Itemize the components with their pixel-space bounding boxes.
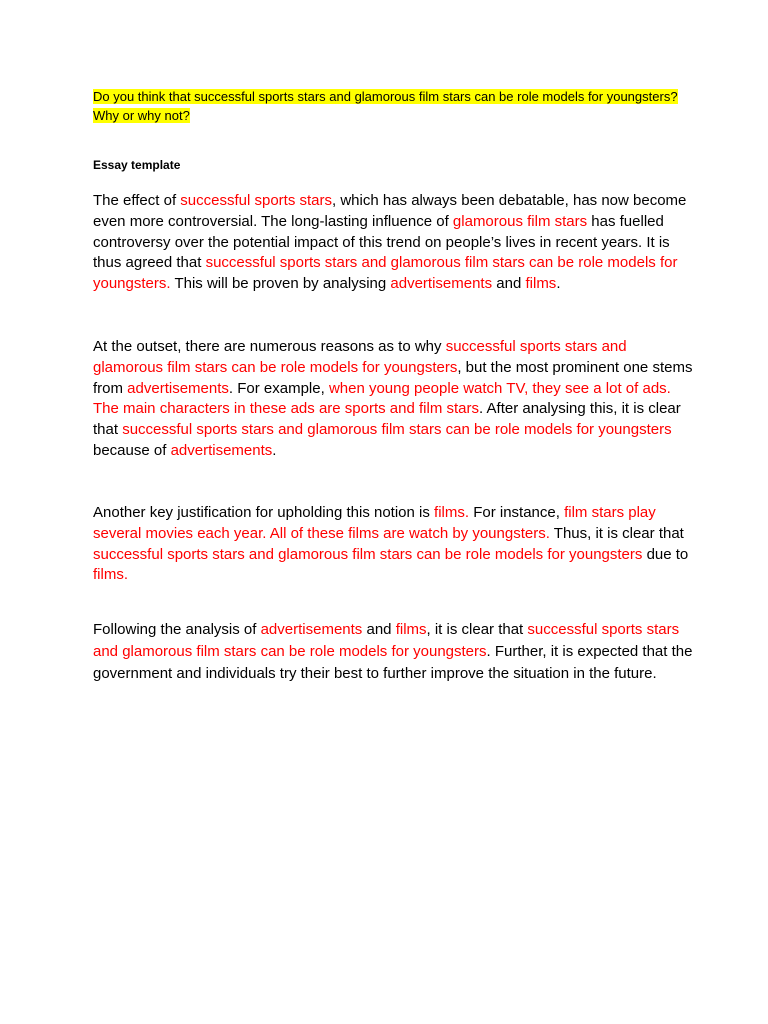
emphasized-text: successful sports stars and glamorous film stars can be role models for youngsters bbox=[93, 621, 680, 660]
body-text: The effect of bbox=[93, 192, 181, 209]
essay-question bbox=[93, 87, 693, 125]
emphasized-text: when young people watch TV, they see a lot of ads. The main characters in these ads are sports and film stars bbox=[93, 379, 671, 418]
body-text: For instance, bbox=[469, 504, 565, 521]
body-text: . For example, bbox=[228, 379, 329, 397]
body-text: due to bbox=[642, 545, 689, 563]
body-text: . After analysing this, it is clear that bbox=[93, 400, 681, 439]
paragraph-body-2 bbox=[93, 503, 693, 586]
body-text: This will be proven by analysing bbox=[170, 275, 391, 293]
body-text: and bbox=[492, 275, 526, 293]
body-text: has fuelled controversy over the potential impact of this trend on people’s lives in recent years. It is thus agreed that bbox=[93, 212, 670, 272]
paragraph-body-1 bbox=[93, 337, 693, 462]
paragraph-introduction bbox=[93, 191, 693, 295]
question-highlight: Do you think that successful sports stars and glamorous film stars can be role models for youngsters? Why or why not? bbox=[93, 89, 678, 123]
body-text: and bbox=[362, 621, 396, 638]
emphasized-text: advertisements bbox=[170, 441, 273, 459]
body-text: . Further, it is expected that the government and individuals try their best to further improve the situation in the future. bbox=[93, 643, 693, 682]
emphasized-text: film stars play several movies each year. All of these films are watch by youngsters. bbox=[93, 504, 656, 542]
emphasized-text: glamorous film stars bbox=[452, 212, 588, 230]
essay-template-label: Essay template bbox=[93, 158, 181, 172]
body-text: , it is clear that bbox=[426, 621, 528, 638]
body-text: because of bbox=[93, 441, 171, 459]
body-text: Thus, it is clear that bbox=[549, 524, 684, 542]
body-text: At the outset, there are numerous reasons as to why bbox=[93, 338, 446, 355]
emphasized-text: successful sports stars and glamorous film stars can be role models for youngsters. bbox=[93, 254, 678, 293]
emphasized-text: films bbox=[395, 621, 427, 638]
emphasized-text: films. bbox=[93, 566, 128, 584]
emphasized-text: successful sports stars bbox=[180, 192, 332, 209]
emphasized-text: advertisements bbox=[127, 379, 229, 397]
emphasized-text: successful sports stars and glamorous film stars can be role models for youngsters bbox=[93, 338, 627, 376]
emphasized-text: films. bbox=[434, 504, 470, 521]
body-text: Another key justification for upholding this notion is bbox=[93, 504, 435, 521]
body-text: . bbox=[556, 275, 561, 293]
body-text: . bbox=[272, 441, 277, 459]
emphasized-text: successful sports stars and glamorous film stars can be role models for youngsters bbox=[122, 421, 672, 439]
emphasized-text: films bbox=[525, 275, 557, 293]
paragraph-conclusion bbox=[93, 619, 693, 685]
body-text: Following the analysis of bbox=[93, 621, 261, 638]
emphasized-text: successful sports stars and glamorous film stars can be role models for youngsters bbox=[93, 545, 643, 563]
emphasized-text: advertisements bbox=[260, 621, 363, 638]
emphasized-text: advertisements bbox=[390, 275, 493, 293]
body-text: , but the most prominent one stems from bbox=[93, 358, 693, 397]
body-text: , which has always been debatable, has now become even more controversial. The long-lasting influence of bbox=[93, 192, 687, 230]
